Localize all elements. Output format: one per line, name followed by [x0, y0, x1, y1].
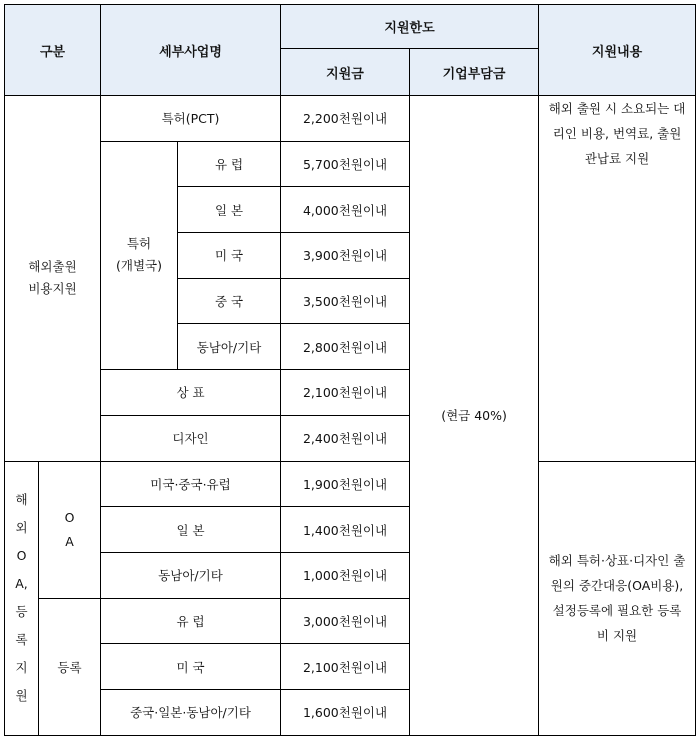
program-name: 특허(PCT): [101, 96, 281, 142]
patent-group-label: [101, 141, 178, 369]
amount: 2,100천원이내: [281, 644, 410, 690]
amount: 1,600천원이내: [281, 689, 410, 735]
patent-group-line2: (개별국): [116, 258, 162, 274]
header-limit: 지원한도: [281, 5, 539, 49]
header-amount: 지원금: [281, 49, 410, 96]
amount: 1,900천원이내: [281, 461, 410, 507]
group2-description: 해외 특허·상표·디자인 출원의 중간대응(OA비용), 설정등록에 필요한 등록비 지원: [539, 461, 696, 735]
header-content: 지원내용: [539, 5, 696, 96]
program-name: 일 본: [101, 507, 281, 553]
amount: 2,200천원이내: [281, 96, 410, 142]
header-category: 구분: [5, 5, 101, 96]
amount: 2,100천원이내: [281, 370, 410, 416]
amount: 3,000천원이내: [281, 598, 410, 644]
program-name: 미 국: [101, 644, 281, 690]
program-name: 일 본: [178, 187, 281, 233]
program-name: 유 럽: [101, 598, 281, 644]
program-name: 동남아/기타: [101, 552, 281, 598]
oa-label: OA: [39, 461, 101, 598]
amount: 2,400천원이내: [281, 415, 410, 461]
support-limit-table: [4, 4, 696, 736]
patent-group-line1: 특허: [126, 236, 152, 252]
amount: 2,800천원이내: [281, 324, 410, 370]
amount: 5,700천원이내: [281, 141, 410, 187]
amount: 4,000천원이내: [281, 187, 410, 233]
amount: 3,500천원이내: [281, 278, 410, 324]
amount: 1,400천원이내: [281, 507, 410, 553]
program-name: 상 표: [101, 370, 281, 416]
program-name: 중국·일본·동남아/기타: [101, 689, 281, 735]
amount: 1,000천원이내: [281, 552, 410, 598]
group1-label-line2: 비용지원: [28, 281, 77, 297]
group1-description: 해외 출원 시 소요되는 대리인 비용, 번역료, 출원 관납료 지원: [539, 96, 696, 462]
amount: 3,900천원이내: [281, 233, 410, 279]
program-name: 디자인: [101, 415, 281, 461]
program-name: 미국·중국·유럽: [101, 461, 281, 507]
group1-label: [5, 96, 101, 462]
program-name: 중 국: [178, 278, 281, 324]
header-company-share: 기업부담금: [410, 49, 539, 96]
company-share-value: (현금 40%): [410, 96, 539, 736]
group1-label-line1: 해외출원: [28, 259, 77, 275]
reg-label: 등록: [39, 598, 101, 735]
program-name: 유 럽: [178, 141, 281, 187]
program-name: 미 국: [178, 233, 281, 279]
header-program: 세부사업명: [101, 5, 281, 96]
program-name: 동남아/기타: [178, 324, 281, 370]
group2-label: 해외OA,등록지원: [5, 461, 39, 735]
